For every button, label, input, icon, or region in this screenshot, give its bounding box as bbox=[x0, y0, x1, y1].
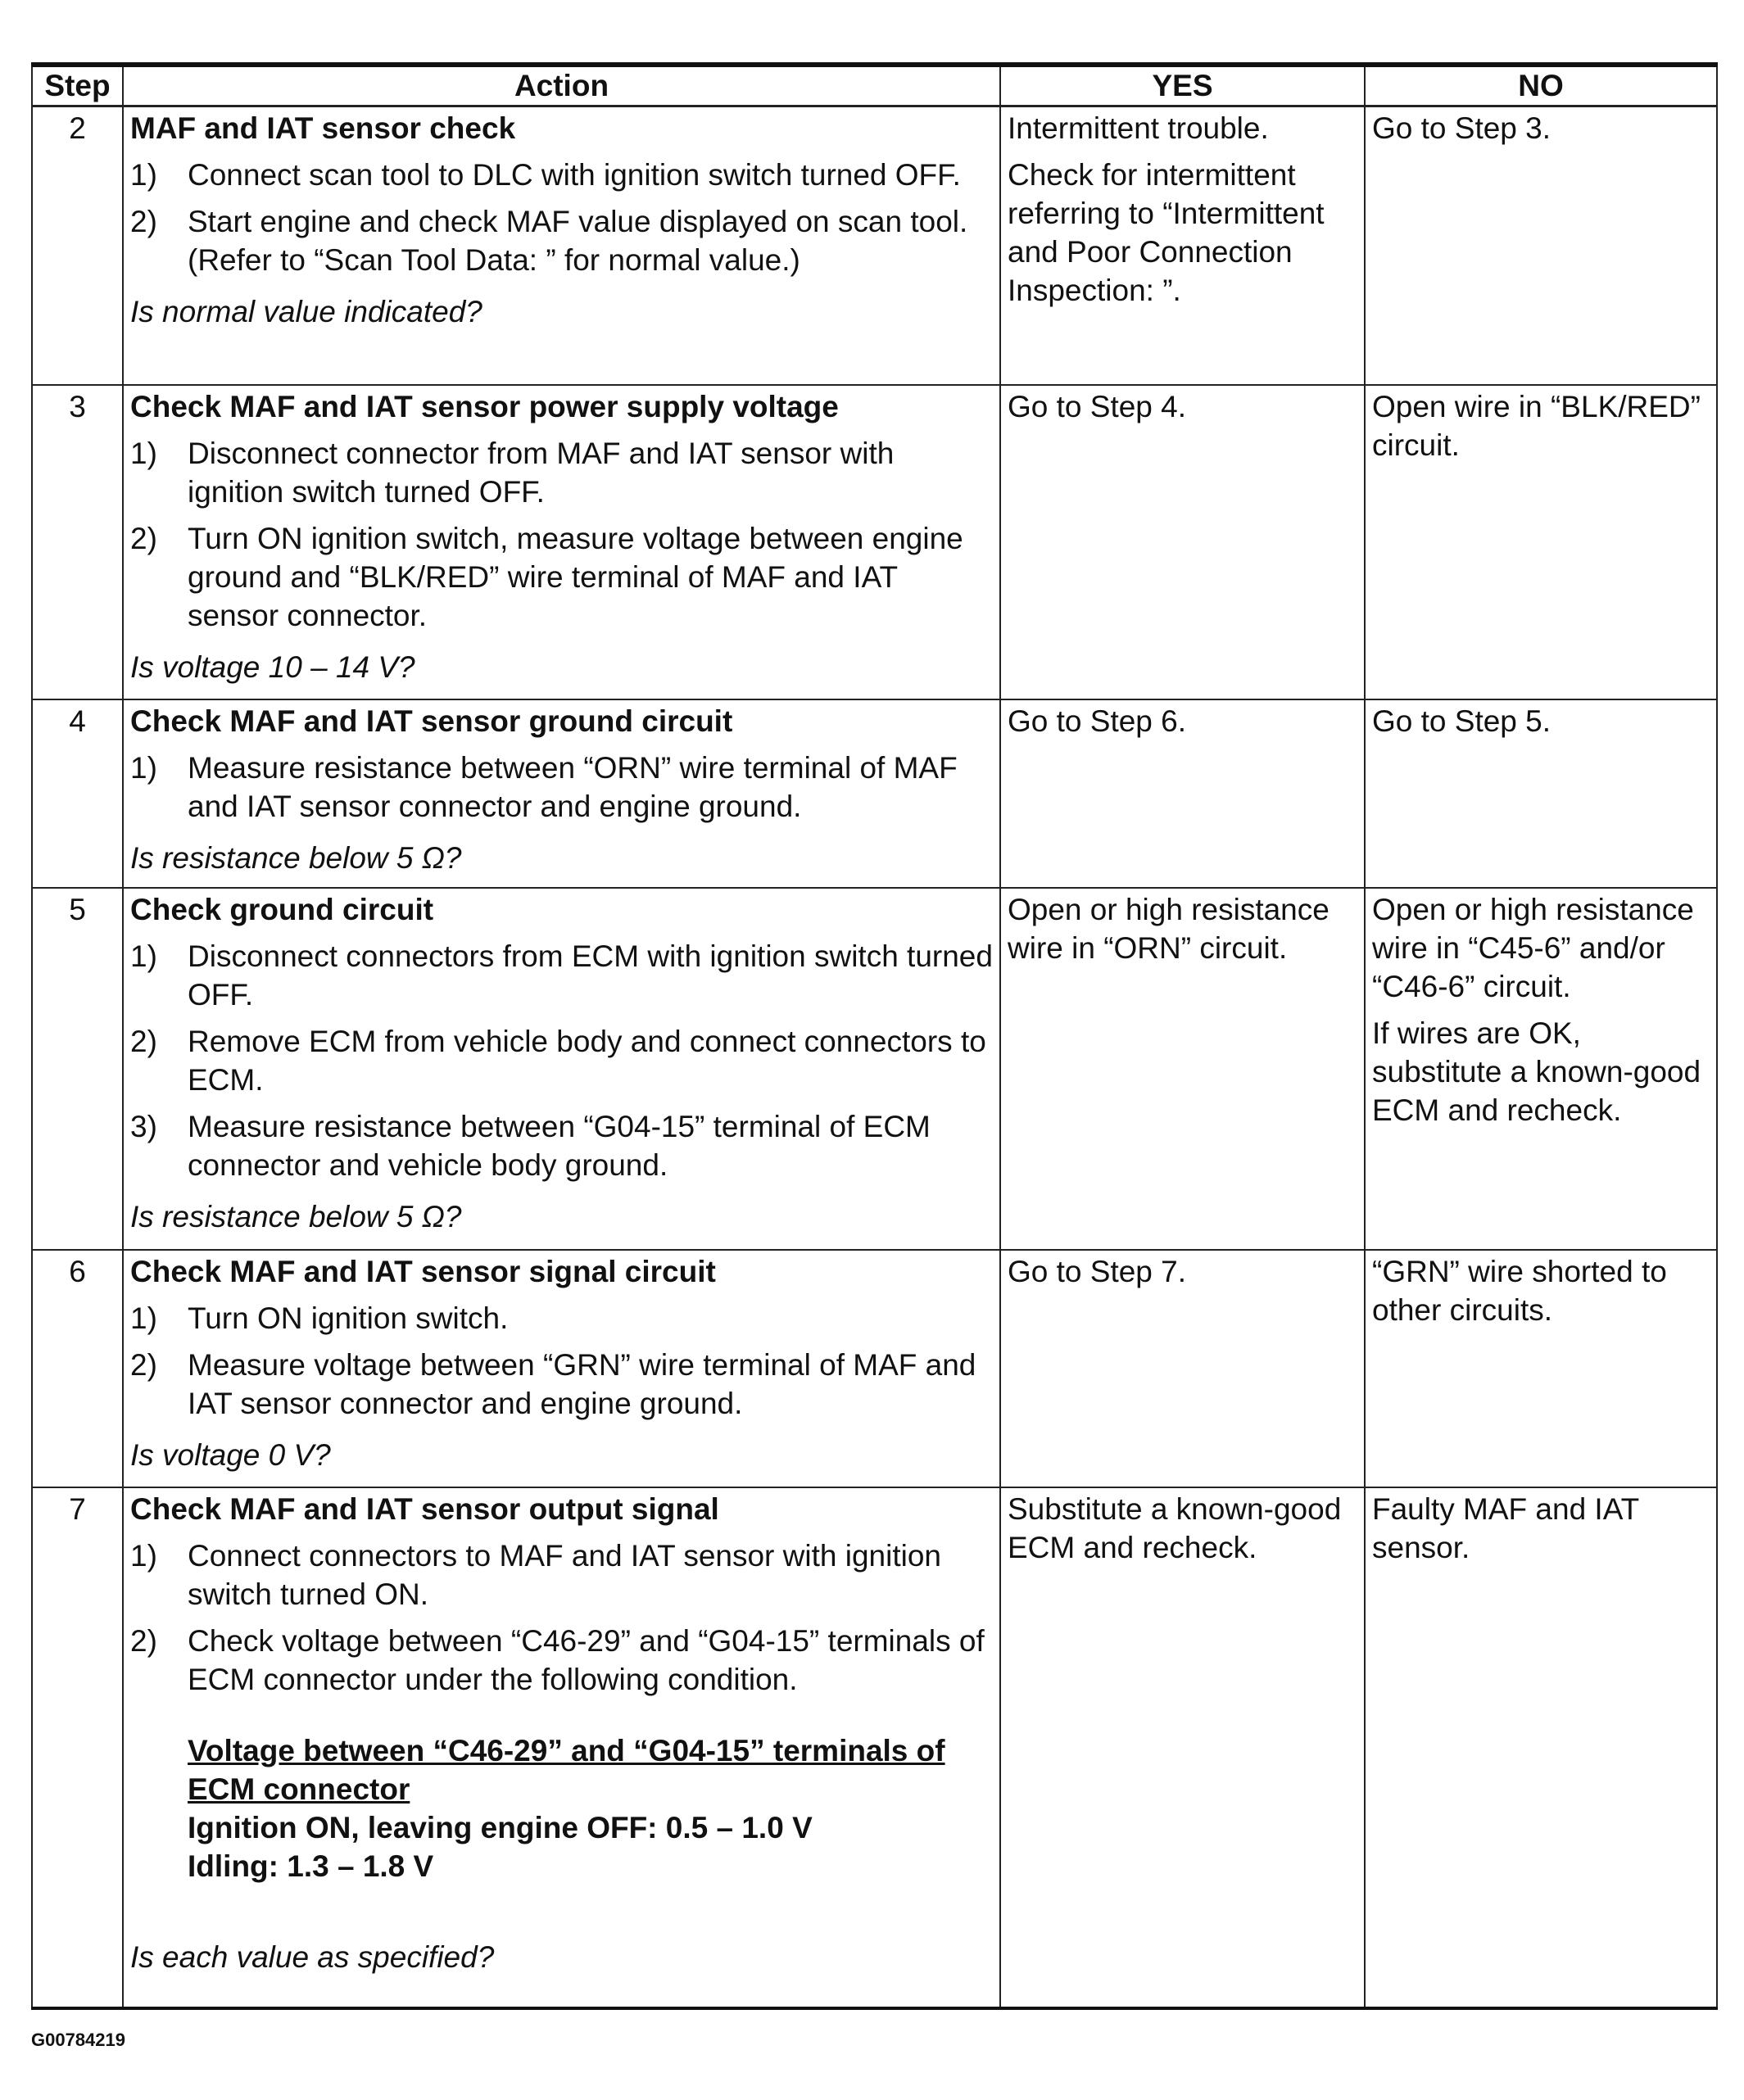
action-step-text: Measure voltage between “GRN” wire terminal of MAF and IAT sensor connector and engine ground. bbox=[188, 1347, 976, 1420]
action-step bbox=[130, 1022, 993, 1099]
action-step-number: 2) bbox=[130, 1024, 157, 1058]
table-row bbox=[32, 1250, 1717, 1487]
yes-cell bbox=[1000, 888, 1365, 1250]
yes-text: Go to Step 6. bbox=[1008, 704, 1187, 738]
action-title: Check MAF and IAT sensor ground circuit bbox=[130, 704, 733, 738]
action-step-number: 2) bbox=[130, 1347, 157, 1382]
action-step bbox=[130, 1299, 993, 1337]
table-row bbox=[32, 699, 1717, 888]
no-cell bbox=[1365, 888, 1717, 1250]
action-question: Is normal value indicated? bbox=[130, 295, 482, 328]
action-step bbox=[130, 749, 993, 826]
specification-line: Idling: 1.3 – 1.8 V bbox=[188, 1849, 434, 1883]
step-number: 6 bbox=[32, 1250, 123, 1487]
action-step bbox=[130, 1346, 993, 1423]
action-step-text: Remove ECM from vehicle body and connect connectors to ECM. bbox=[188, 1024, 986, 1097]
header-yes: YES bbox=[1000, 65, 1365, 106]
action-title: Check ground circuit bbox=[130, 892, 434, 926]
yes-text: Intermittent trouble. bbox=[1008, 111, 1269, 145]
action-cell bbox=[123, 106, 1000, 385]
action-step-number: 2) bbox=[130, 205, 157, 238]
no-text: Open or high resistance wire in “C45-6” and/or “C46-6” circuit. bbox=[1372, 892, 1694, 1003]
yes-text: Check for intermittent referring to “Intermittent and Poor Connection Inspection: ”. bbox=[1008, 158, 1325, 307]
no-cell bbox=[1365, 106, 1717, 385]
header-action: Action bbox=[123, 65, 1000, 106]
no-text: Faulty MAF and IAT sensor. bbox=[1372, 1491, 1639, 1564]
table-row bbox=[32, 385, 1717, 699]
no-cell bbox=[1365, 699, 1717, 888]
action-step bbox=[130, 519, 993, 635]
action-step-number: 1) bbox=[130, 750, 157, 785]
action-step bbox=[130, 434, 993, 511]
action-step-number: 2) bbox=[130, 1623, 157, 1658]
action-title: MAF and IAT sensor check bbox=[130, 111, 516, 145]
no-cell bbox=[1365, 1250, 1717, 1487]
action-step-text: Connect connectors to MAF and IAT sensor with ignition switch turned ON. bbox=[188, 1538, 941, 1611]
action-step-text: Disconnect connector from MAF and IAT sensor with ignition switch turned OFF. bbox=[188, 436, 895, 509]
table-row bbox=[32, 106, 1717, 385]
action-step bbox=[130, 1622, 993, 1699]
diagnostic-table bbox=[31, 62, 1718, 2010]
action-step-text: Measure resistance between “ORN” wire terminal of MAF and IAT sensor connector and engine ground. bbox=[188, 750, 958, 823]
no-cell bbox=[1365, 385, 1717, 699]
table-row bbox=[32, 1487, 1717, 2008]
yes-cell bbox=[1000, 1487, 1365, 2008]
action-step bbox=[130, 937, 993, 1014]
action-cell bbox=[123, 699, 1000, 888]
table-row bbox=[32, 888, 1717, 1250]
action-step bbox=[130, 202, 993, 279]
action-step-text: Disconnect connectors from ECM with ignition switch turned OFF. bbox=[188, 939, 993, 1012]
action-step-text: Measure resistance between “G04-15” terminal of ECM connector and vehicle body ground. bbox=[188, 1109, 931, 1182]
yes-text: Go to Step 7. bbox=[1008, 1254, 1187, 1288]
action-question: Is resistance below 5 Ω? bbox=[130, 840, 462, 875]
step-number: 3 bbox=[32, 385, 123, 699]
action-title: Check MAF and IAT sensor signal circuit bbox=[130, 1254, 716, 1288]
action-step-text: Turn ON ignition switch. bbox=[188, 1301, 509, 1335]
action-step-number: 3) bbox=[130, 1109, 157, 1143]
step-number: 2 bbox=[32, 106, 123, 385]
specification-block bbox=[188, 1731, 993, 1885]
action-title: Check MAF and IAT sensor output signal bbox=[130, 1491, 719, 1526]
no-text: Open wire in “BLK/RED” circuit. bbox=[1372, 389, 1701, 462]
step-number: 7 bbox=[32, 1487, 123, 2008]
action-cell bbox=[123, 888, 1000, 1250]
action-title: Check MAF and IAT sensor power supply voltage bbox=[130, 389, 839, 423]
header-row bbox=[32, 65, 1717, 106]
action-step bbox=[130, 1537, 993, 1613]
no-text: If wires are OK, substitute a known-good ECM and recheck. bbox=[1372, 1016, 1701, 1127]
header-no: NO bbox=[1365, 65, 1717, 106]
yes-cell bbox=[1000, 106, 1365, 385]
action-question: Is voltage 0 V? bbox=[130, 1437, 331, 1472]
yes-text: Substitute a known-good ECM and recheck. bbox=[1008, 1491, 1342, 1564]
yes-text: Open or high resistance wire in “ORN” circuit. bbox=[1008, 892, 1330, 965]
action-step-number: 1) bbox=[130, 158, 157, 192]
action-step-text: Connect scan tool to DLC with ignition switch turned OFF. bbox=[188, 158, 961, 192]
action-cell bbox=[123, 385, 1000, 699]
action-question: Is each value as specified? bbox=[130, 1939, 495, 1974]
step-number: 5 bbox=[32, 888, 123, 1250]
yes-cell bbox=[1000, 385, 1365, 699]
no-text: Go to Step 3. bbox=[1372, 111, 1551, 145]
action-question: Is resistance below 5 Ω? bbox=[130, 1199, 462, 1233]
action-step bbox=[130, 1107, 993, 1184]
action-step-number: 2) bbox=[130, 521, 157, 555]
action-question: Is voltage 10 – 14 V? bbox=[130, 649, 415, 684]
no-cell bbox=[1365, 1487, 1717, 2008]
action-step-number: 1) bbox=[130, 939, 157, 973]
yes-cell bbox=[1000, 1250, 1365, 1487]
action-cell bbox=[123, 1250, 1000, 1487]
specification-line: Ignition ON, leaving engine OFF: 0.5 – 1.0 V bbox=[188, 1810, 813, 1844]
no-text: Go to Step 5. bbox=[1372, 704, 1551, 738]
yes-cell bbox=[1000, 699, 1365, 888]
specification-heading: Voltage between “C46-29” and “G04-15” terminals of ECM connector bbox=[188, 1733, 945, 1806]
step-number: 4 bbox=[32, 699, 123, 888]
no-text: “GRN” wire shorted to other circuits. bbox=[1372, 1254, 1667, 1327]
action-step-number: 1) bbox=[130, 436, 157, 470]
action-step-number: 1) bbox=[130, 1538, 157, 1573]
action-step-text: Check voltage between “C46-29” and “G04-15” terminals of ECM connector under the following condition. bbox=[188, 1623, 985, 1696]
header-step: Step bbox=[32, 65, 123, 106]
action-step-number: 1) bbox=[130, 1301, 157, 1335]
action-cell bbox=[123, 1487, 1000, 2008]
yes-text: Go to Step 4. bbox=[1008, 389, 1187, 423]
action-step-text: Start engine and check MAF value displayed on scan tool. (Refer to “Scan Tool Data: ” for normal value.) bbox=[188, 205, 968, 277]
action-step-text: Turn ON ignition switch, measure voltage between engine ground and “BLK/RED” wire terminal of MAF and IAT sensor connector. bbox=[188, 521, 963, 632]
action-step bbox=[130, 156, 993, 194]
figure-id: G00784219 bbox=[31, 2030, 125, 2050]
